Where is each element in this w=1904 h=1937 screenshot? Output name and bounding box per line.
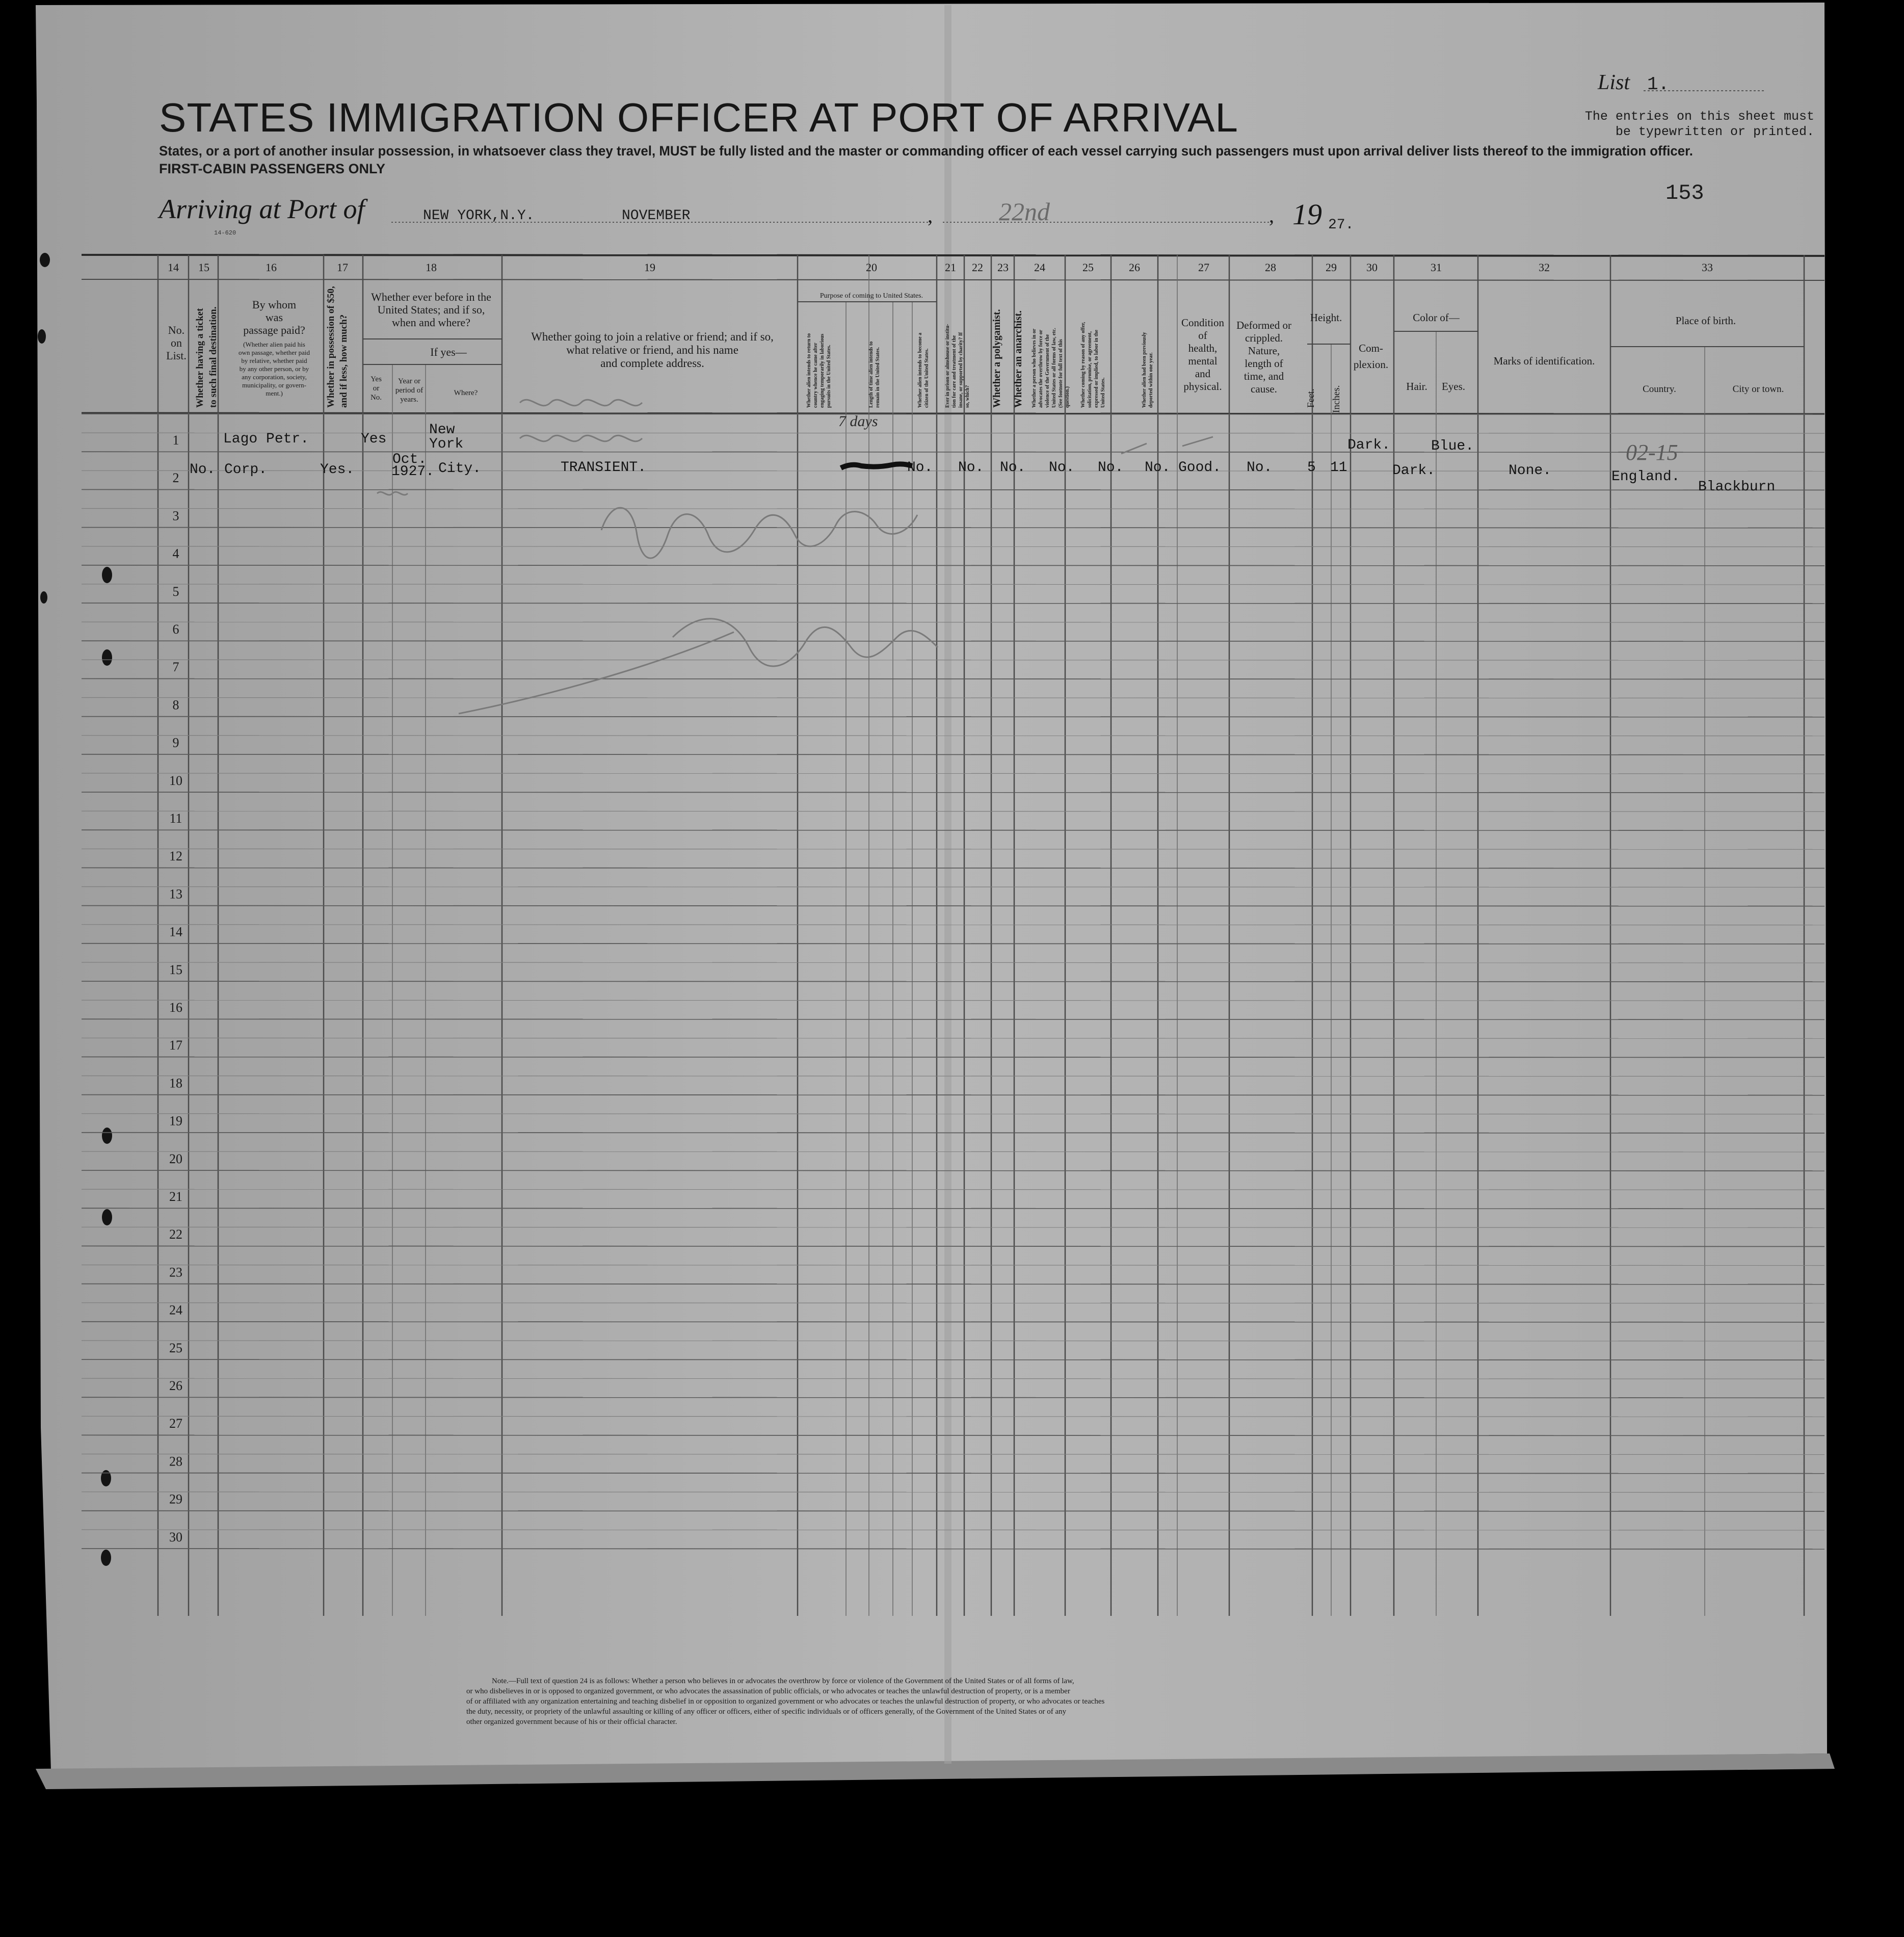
header-deformed-1: Deformed or — [1236, 319, 1291, 331]
row-number: 11 — [169, 811, 182, 826]
header-yes-no-3: No. — [370, 394, 382, 402]
row-number: 4 — [172, 546, 179, 561]
table-top-rule — [82, 255, 1824, 256]
passage-note-5: any corporation, society, — [242, 373, 307, 381]
list-number: 1. — [1647, 74, 1670, 95]
row-number: 27 — [169, 1416, 182, 1431]
page-number: 153 — [1665, 181, 1704, 205]
row-number: 7 — [172, 660, 179, 675]
entry-q22: No. — [958, 460, 984, 476]
entry-q24: No. — [1049, 460, 1075, 476]
row-number: 3 — [172, 508, 179, 523]
purpose-b-1: Length of time alien intends to — [868, 341, 874, 408]
purpose-c-2: citizen of the United States. — [924, 348, 930, 408]
entry-inches: 11 — [1330, 460, 1347, 476]
column-number: 15 — [198, 261, 209, 274]
header-year-2: period of — [395, 386, 424, 395]
row-number: 30 — [169, 1529, 182, 1545]
header-condition-3: health, — [1188, 342, 1218, 354]
header-relative-2: what relative or friend, and his name — [566, 344, 738, 356]
q24-4: United States or all forms of law, etc. — [1051, 328, 1057, 408]
purpose-a-3: engaging temporarily in laborious — [819, 333, 825, 408]
entry-q23: No. — [1000, 460, 1026, 476]
entry-complexion: Dark. — [1347, 437, 1391, 453]
entry-passage-line1: Lago Petr. — [223, 431, 309, 447]
row-number: 2 — [172, 470, 179, 486]
row-number: 9 — [172, 735, 179, 750]
entry-marks: None. — [1509, 463, 1552, 479]
purpose-c-1: Whether alien intends to become a — [917, 332, 923, 408]
entry-relative: TRANSIENT. — [561, 460, 647, 476]
q24-5: (See footnote for full text of this — [1058, 339, 1064, 408]
header-passage-1: By whom — [252, 298, 297, 311]
footnote-line5: other organized government because of his or their official character. — [466, 1718, 677, 1726]
header-year-3: years. — [400, 396, 418, 404]
header-color-of: Color of— — [1413, 311, 1460, 324]
header-relative-3: and complete address. — [600, 357, 704, 370]
column-number: 32 — [1539, 261, 1550, 274]
port-name: NEW YORK,N.Y. — [423, 208, 535, 224]
row-number: 22 — [169, 1227, 182, 1242]
purpose-b-2: remain in the United States. — [875, 347, 881, 408]
header-city: City or town. — [1732, 384, 1784, 395]
q24-6: question.) — [1065, 386, 1070, 408]
column-number: 20 — [866, 261, 877, 274]
row-number: 10 — [169, 773, 182, 788]
row-rule — [82, 1170, 1824, 1171]
header-deformed-2: crippled. — [1245, 332, 1283, 344]
header-condition-2: of — [1198, 329, 1207, 342]
row-number: 1 — [172, 433, 179, 448]
row-number: 5 — [172, 584, 179, 599]
row-number: 14 — [169, 924, 182, 939]
row-number: 12 — [169, 849, 182, 864]
instruction-line1: The entries on this sheet must — [1584, 109, 1814, 124]
q25-1: Whether coming by reason of any offer, — [1080, 322, 1086, 408]
row-number: 17 — [169, 1038, 182, 1053]
row-rule — [82, 565, 1824, 566]
instruction-line2: be typewritten or printed. — [1615, 124, 1814, 139]
header-fifty-1: Whether in possession of $50, — [326, 286, 336, 408]
header-complexion-1: Com- — [1359, 342, 1383, 354]
header-if-yes: If yes— — [430, 346, 467, 358]
comma-1: , — [928, 204, 933, 227]
header-no-on-list-3: List. — [166, 349, 187, 362]
header-no-on-list-1: No. — [168, 324, 185, 336]
entry-country: England. — [1611, 469, 1680, 485]
column-number: 18 — [426, 261, 437, 274]
passage-note-4: by any other person, or by — [239, 365, 309, 373]
row-number: 21 — [169, 1189, 182, 1204]
row-number: 19 — [169, 1113, 182, 1129]
entry-ticket: No. — [190, 462, 216, 478]
entry-q26: No. — [1145, 460, 1171, 476]
header-deformed-4: length of — [1245, 357, 1283, 370]
row-number: 15 — [169, 962, 182, 977]
entry-year-line2: 1927. — [391, 464, 435, 480]
row-rule — [82, 678, 1824, 679]
header-feet: Feet. — [1306, 388, 1316, 408]
header-yes-no-2: or — [373, 384, 380, 392]
row-number: 26 — [169, 1378, 182, 1393]
row-rule — [82, 1473, 1824, 1474]
row-number: 16 — [169, 1000, 182, 1015]
passage-note-3: by relative, whether paid — [241, 357, 307, 364]
purpose-a-2: country whence he came after — [813, 343, 818, 408]
prison-1: Ever in prison or almshouse or institu- — [945, 324, 950, 408]
entry-passage-line2: Corp. — [224, 462, 268, 478]
row-number: 13 — [169, 886, 182, 902]
row-rule — [82, 1208, 1824, 1209]
column-number: 14 — [168, 261, 179, 274]
list-label: List — [1598, 71, 1630, 94]
entry-fifty: Yes. — [320, 462, 355, 478]
header-yes-no-1: Yes — [371, 375, 382, 383]
column-number: 24 — [1034, 261, 1045, 274]
header-deformed-3: Nature, — [1248, 345, 1280, 357]
column-number: 25 — [1082, 261, 1094, 274]
arriving-label: Arriving at Port of — [159, 194, 365, 224]
row-rule — [82, 1397, 1824, 1398]
header-deformed-6: cause. — [1251, 383, 1277, 395]
column-number: 31 — [1431, 261, 1442, 274]
header-before-2: United States; and if so, — [377, 303, 485, 316]
passage-note-2: own passage, whether paid — [238, 349, 310, 356]
column-number: 22 — [972, 261, 983, 274]
passage-note-7: ment.) — [266, 389, 283, 397]
row-rule — [82, 489, 1824, 490]
header-anarchist: Whether an anarchist. — [1013, 310, 1024, 408]
row-rule — [82, 1359, 1824, 1360]
handwritten-annotation: 02-15 — [1626, 440, 1678, 465]
header-ticket-1: Whether having a ticket — [195, 308, 205, 408]
row-number: 25 — [169, 1340, 182, 1355]
q24-3: violence of the Government of the — [1045, 334, 1050, 408]
header-condition-1: Condition — [1181, 317, 1225, 329]
column-number: 19 — [644, 261, 655, 274]
header-relative-1: Whether going to join a relative or friend; and if so, — [531, 330, 774, 343]
entry-health: Good. — [1178, 460, 1222, 476]
column-number: 23 — [997, 261, 1009, 274]
entry-q21: No. — [907, 460, 933, 476]
header-height: Height. — [1310, 311, 1342, 324]
column-number: 27 — [1198, 261, 1209, 274]
purpose-a-1: Whether alien intends to return to — [806, 333, 812, 408]
header-fifty-2: and if less, how much? — [338, 314, 349, 408]
entry-before: Yes — [361, 431, 387, 447]
footnote-line2: or who disbelieves in or is opposed to organized government, or who advocates the assassination of public officials, or who advocates or teaches the unlawful destruction of property, or is a member — [466, 1687, 1070, 1695]
q24-2: advocates the overthrow by force or — [1038, 329, 1044, 408]
purpose-a-4: pursuits in the United States. — [826, 345, 832, 408]
row-number: 8 — [172, 697, 179, 713]
header-passage-3: passage paid? — [243, 324, 305, 336]
q25-4: United States. — [1100, 377, 1106, 408]
entry-eyes: Blue. — [1431, 438, 1474, 454]
column-number: 16 — [266, 261, 277, 274]
header-country: Country. — [1643, 384, 1676, 395]
header-no-on-list-2: on — [171, 336, 182, 349]
entry-where-line1: New — [429, 422, 455, 438]
cabin-class: FIRST-CABIN PASSENGERS ONLY — [159, 161, 386, 176]
row-number: 23 — [169, 1265, 182, 1280]
header-marks: Marks of identification. — [1493, 355, 1595, 367]
header-hair: Hair. — [1406, 380, 1427, 392]
entry-deformed: No. — [1247, 460, 1273, 476]
column-number: 21 — [945, 261, 956, 274]
column-number: 28 — [1265, 261, 1276, 274]
entry-city: Blackburn — [1698, 479, 1776, 495]
column-number: 17 — [337, 261, 348, 274]
column-number: 29 — [1326, 261, 1337, 274]
prison-2: tion for care and treatment of the — [951, 335, 957, 408]
header-passage-2: was — [265, 311, 283, 324]
header-place-of-birth: Place of birth. — [1675, 315, 1736, 327]
row-number: 20 — [169, 1151, 182, 1166]
row-rule — [82, 792, 1824, 793]
year-suffix: 27. — [1328, 217, 1354, 233]
entry-where-line2: York — [429, 436, 464, 452]
header-deformed-5: time, and — [1244, 370, 1284, 382]
header-condition-6: physical. — [1183, 380, 1222, 392]
footnote-line4: the duty, necessity, or propriety of the unlawful assaulting or killing of any officer or officers, either of specific individuals or of officers generally, of the Government of the United States or of any — [466, 1708, 1067, 1716]
entry-year-line1: Oct. — [392, 452, 427, 467]
q25-3: expressed or implied, to labor in the — [1094, 329, 1099, 408]
column-number: 26 — [1129, 261, 1140, 274]
footnote-line3: of or affiliated with any organization entertaining and teaching disbelief in or opposition to organized government or who advocates or teaches the unlawful destruction of property, or who advocates or teaches — [466, 1697, 1105, 1706]
form-code: 14-620 — [214, 229, 236, 237]
header-eyes: Eyes. — [1441, 380, 1466, 392]
header-condition-5: and — [1195, 368, 1211, 380]
row-rule — [82, 603, 1824, 604]
q25-2: solicitation, promise, or agreement, — [1087, 331, 1093, 408]
q26-1: Whether alien had been previously — [1142, 332, 1147, 408]
arrival-day: 22nd — [999, 197, 1050, 226]
column-number: 30 — [1366, 261, 1378, 274]
year-prefix: 19 — [1292, 198, 1322, 231]
header-before-3: when and where? — [392, 316, 470, 329]
page-title: STATES IMMIGRATION OFFICER AT PORT OF ARRIVAL — [159, 95, 1238, 140]
header-ticket-2: to such final destination. — [208, 306, 219, 408]
handwritten-length-of-stay: 7 days — [838, 413, 878, 430]
prison-3: insane, or supported by charity? If — [958, 332, 964, 408]
comma-2: , — [1269, 204, 1274, 227]
header-complexion-2: plexion. — [1353, 358, 1389, 371]
q24-1: Whether a person who believes in or — [1032, 328, 1037, 408]
row-number: 28 — [169, 1454, 182, 1469]
header-where: Where? — [454, 389, 478, 397]
column-number: 33 — [1702, 261, 1713, 274]
entry-q25: No. — [1098, 460, 1124, 476]
subtitle: States, or a port of another insular possession, in whatsoever class they travel, MUST be fully listed and the master or commanding officer of each vessel carrying such passengers must upon arrival deliver lists thereof to the immigration officer. — [159, 143, 1693, 159]
passage-note-1: (Whether alien paid his — [243, 341, 305, 348]
row-rule — [82, 1284, 1824, 1285]
header-purpose: Purpose of coming to United States. — [819, 292, 923, 300]
header-before-1: Whether ever before in the — [371, 291, 491, 303]
prison-4: so, which? — [965, 385, 970, 408]
row-number: 24 — [169, 1302, 182, 1318]
passage-note-6: municipality, or govern- — [242, 381, 306, 389]
entry-feet: 5 — [1307, 460, 1316, 476]
footnote-line1: Note.—Full text of question 24 is as follows: Whether a person who believes in or advocates the overthrow by force or violence of the Government of the United States or of all forms of law, — [492, 1677, 1074, 1685]
header-year-1: Year or — [398, 377, 420, 385]
header-polygamist: Whether a polygamist. — [991, 309, 1002, 408]
header-inches: Inches. — [1331, 385, 1342, 413]
entry-hair: Dark. — [1392, 463, 1436, 479]
row-number: 29 — [169, 1491, 182, 1507]
q26-2: deported within one year. — [1148, 352, 1154, 408]
row-number: 6 — [172, 622, 179, 637]
row-number: 18 — [169, 1076, 182, 1091]
arrival-month: NOVEMBER — [622, 208, 691, 224]
entry-where-line3: City. — [438, 461, 482, 477]
row-rule — [82, 754, 1824, 755]
row-rule — [82, 981, 1824, 982]
header-condition-4: mental — [1188, 355, 1218, 367]
